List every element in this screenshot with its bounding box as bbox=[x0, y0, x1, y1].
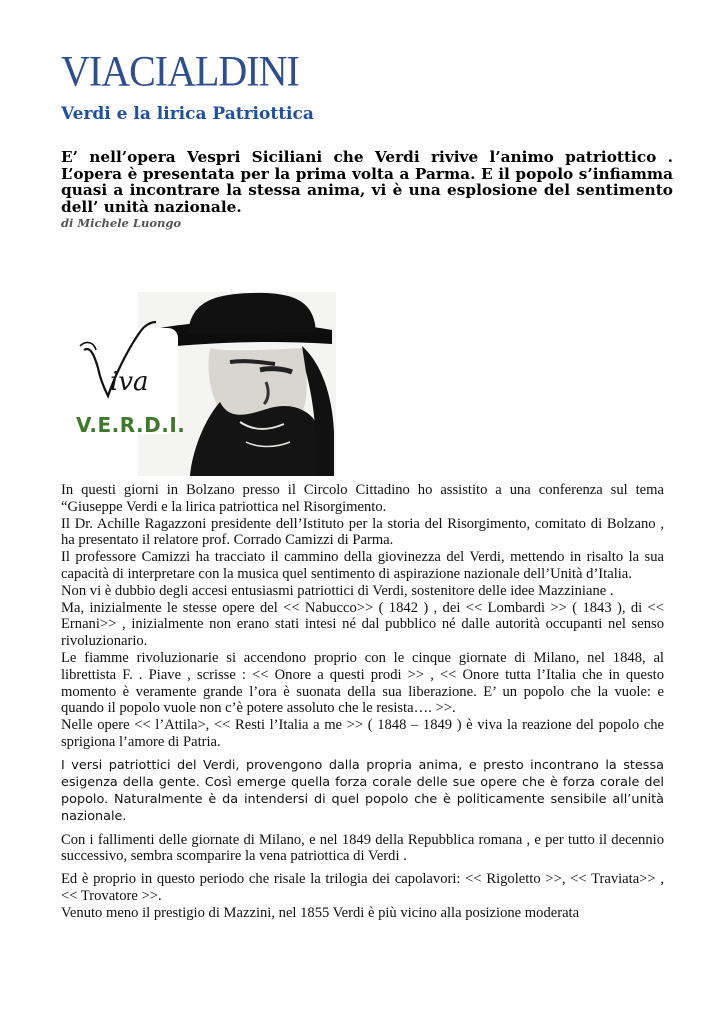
body-paragraph: Non vi è dubbio degli accesi entusiasmi patriottici di Verdi, sostenitore delle idee Mazziniane . bbox=[61, 582, 614, 599]
script-viva-text: iva bbox=[110, 367, 149, 397]
body-paragraph: Ma, inizialmente le stesse opere del << Nabucco>> ( 1842 ) , dei << Lombardi >> ( 1843 ), di << Ernani>> , inizialmente non erano stati intesi né dal pubblico né dalle autorità occupanti nel senso rivoluzionario. bbox=[61, 599, 664, 650]
body-paragraph: Nelle opere << l’Attila>, << Resti l’Italia a me >> ( 1848 – 1849 ) è viva la reazione del popolo che sprigiona l’amore di Patria. bbox=[61, 717, 664, 750]
article-body bbox=[61, 482, 664, 922]
body-paragraph: Venuto meno il prestigio di Mazzini, nel 1855 Verdi è più vicino alla posizione moderata bbox=[61, 904, 580, 921]
section-title: Verdi e la lirica Patriottica bbox=[61, 104, 314, 124]
body-paragraph: Con i fallimenti delle giornate di Milano, e nel 1849 della Repubblica romana , e per tutto il decennio successivo, sembra scomparire la vena patriottica di Verdi . bbox=[61, 831, 664, 865]
article-lead: E’ nell’opera Vespri Siciliani che Verdi rivive l’animo patriottico . L’opera è presentata per la prima volta a Parma. E il popolo s’infiamma quasi a incontrare la stessa anima, vi è una esplosione del sentimento dell’ unità nazionale. bbox=[61, 148, 673, 216]
body-paragraph: Ed è proprio in questo periodo che risale la trilogia dei capolavori: << Rigoletto >>, << Traviata>> , << Trovatore >>. bbox=[61, 871, 664, 904]
body-paragraph: Il professore Camizzi ha tracciato il cammino della giovinezza del Verdi, mettendo in risalto la sua capacità di interpretare con la musica quel sentimento di aspirazione nazionale dell’Unità d’Italia. bbox=[61, 549, 664, 582]
masthead-logo: VIACIALDINI bbox=[61, 46, 299, 96]
body-paragraph: Le fiamme rivoluzionarie si accendono proprio con le cinque giornate di Milano, nel 1848, al librettista F. . Piave , scrisse : << Onore a questi prodi >> , << Onore tutta l’Italia che in questo momento è veramente grande l’ora è suonata della sua liberazione. E’ un popolo che la vuole: e quando il popolo vuole non c’è potere assoluto che le resista…. >>. bbox=[61, 649, 664, 717]
body-paragraph: I versi patriottici del Verdi, provengono dalla propria anima, e presto incontrano la stessa esigenza della gente. Così emerge quella forza corale delle sue opere che è forza corale del popolo. Naturalmente è da intendersi di quel popolo che è politicamente sensibile all’unità nazionale. bbox=[61, 757, 664, 825]
body-paragraph: Il Dr. Achille Ragazzoni presidente dell’Istituto per la storia del Risorgimento, comitato di Bolzano , ha presentato il relatore prof. Corrado Camizzi di Parma. bbox=[61, 515, 664, 549]
verdi-portrait-svg bbox=[70, 292, 336, 476]
body-paragraph: In questi giorni in Bolzano presso il Circolo Cittadino ho assistito a una conferenza sul tema “Giuseppe Verdi e la lirica patriottica nel Risorgimento. bbox=[61, 482, 664, 515]
verdi-portrait-illustration bbox=[70, 292, 336, 476]
article-byline: di Michele Luongo bbox=[61, 216, 182, 230]
acronym-text: V.E.R.D.I. bbox=[76, 413, 186, 437]
